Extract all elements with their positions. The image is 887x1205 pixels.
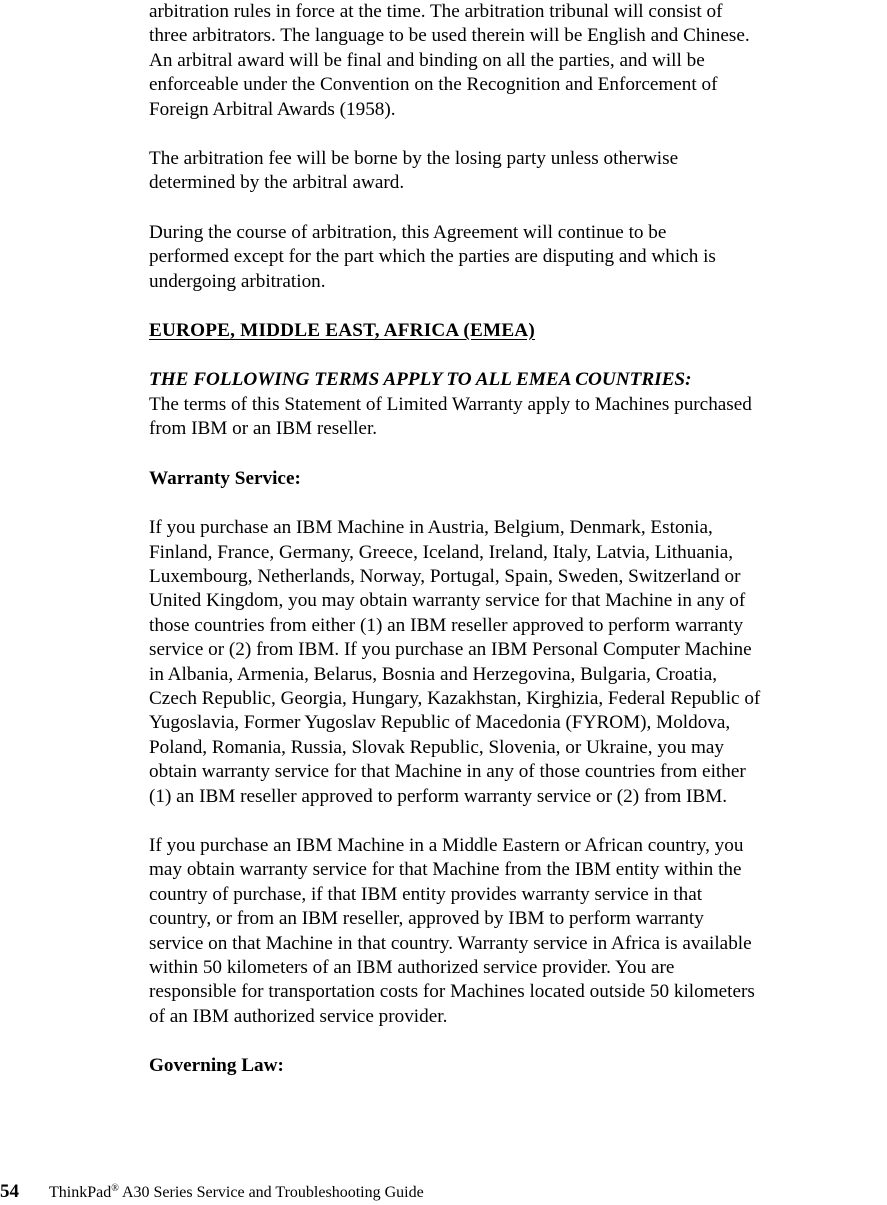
subheading-governing-law: Governing Law: xyxy=(149,1055,284,1077)
page-number: 54 xyxy=(0,1181,19,1202)
paragraph-warranty-europe: If you purchase an IBM Machine in Austria, Belgium, Denmark, Estonia, Finland, France, Germany, Greece, Iceland, Ireland, Italy, Latvia, Lithuania, Luxembourg, Netherlands, Norway, Portugal, Spain, Sweden, Switzerland or United Kingdom, you may obtain warranty service for that Machine in any of those countries from either (1) an IBM reseller approved to perform warranty service or (2) from IBM. If you purchase an IBM Personal Computer Machine in Albania, Armenia, Belarus, Bosnia and Herzegovina, Bulgaria, Croatia, Czech Republic, Georgia, Hungary, Kazakhstan, Kirghizia, Federal Republic of Yugoslavia, Former Yugoslav Republic of Macedonia (FYROM), Moldova, Poland, Romania, Russia, Slovak Republic, Slovenia, or Ukraine, you may obtain warranty service for that Machine in any of those countries from either (1) an IBM reseller approved to perform warranty service or (2) from IBM. xyxy=(149,517,761,807)
subheading-warranty-service: Warranty Service: xyxy=(149,467,301,489)
footer-title-suffix: A30 Series Service and Troubleshooting Guide xyxy=(118,1184,424,1201)
paragraph-terms-scope: The terms of this Statement of Limited Warranty apply to Machines purchased from IBM or an IBM reseller. xyxy=(149,393,752,440)
paragraph-arbitration-fee: The arbitration fee will be borne by the losing party unless otherwise determined by the arbitral award. xyxy=(149,148,679,194)
paragraph-arbitration-course: During the course of arbitration, this Agreement will continue to be performed except for the part which the parties are disputing and which is undergoing arbitration. xyxy=(149,221,716,292)
page-footer xyxy=(0,1180,887,1204)
section-heading-emea: EUROPE, MIDDLE EAST, AFRICA (EMEA) xyxy=(149,320,535,342)
registered-mark: ® xyxy=(111,1183,119,1194)
footer-title-prefix: ThinkPad xyxy=(49,1184,112,1201)
subheading-emea-terms: THE FOLLOWING TERMS APPLY TO ALL EMEA COUNTRIES: xyxy=(149,369,692,391)
paragraph-warranty-middle-east-africa: If you purchase an IBM Machine in a Middle Eastern or African country, you may obtain warranty service for that Machine from the IBM entity within the country of purchase, if that IBM entity provides warranty service in that country, or from an IBM reseller, approved by IBM to perform warranty service on that Machine in that country. Warranty service in Africa is available within 50 kilometers of an IBM authorized service provider. You are responsible for transportation costs for Machines located outside 50 kilometers of an IBM authorized service provider. xyxy=(149,834,755,1027)
footer-title xyxy=(49,1181,424,1205)
document-body xyxy=(149,0,887,1104)
paragraph-arbitration-rules: arbitration rules in force at the time. The arbitration tribunal will consist of three arbitrators. The language to be used therein will be English and Chinese. An arbitral award will be final and binding on all the parties, and will be enforceable under the Convention on the Recognition and Enforcement of Foreign Arbitral Awards (1958). xyxy=(149,1,750,120)
